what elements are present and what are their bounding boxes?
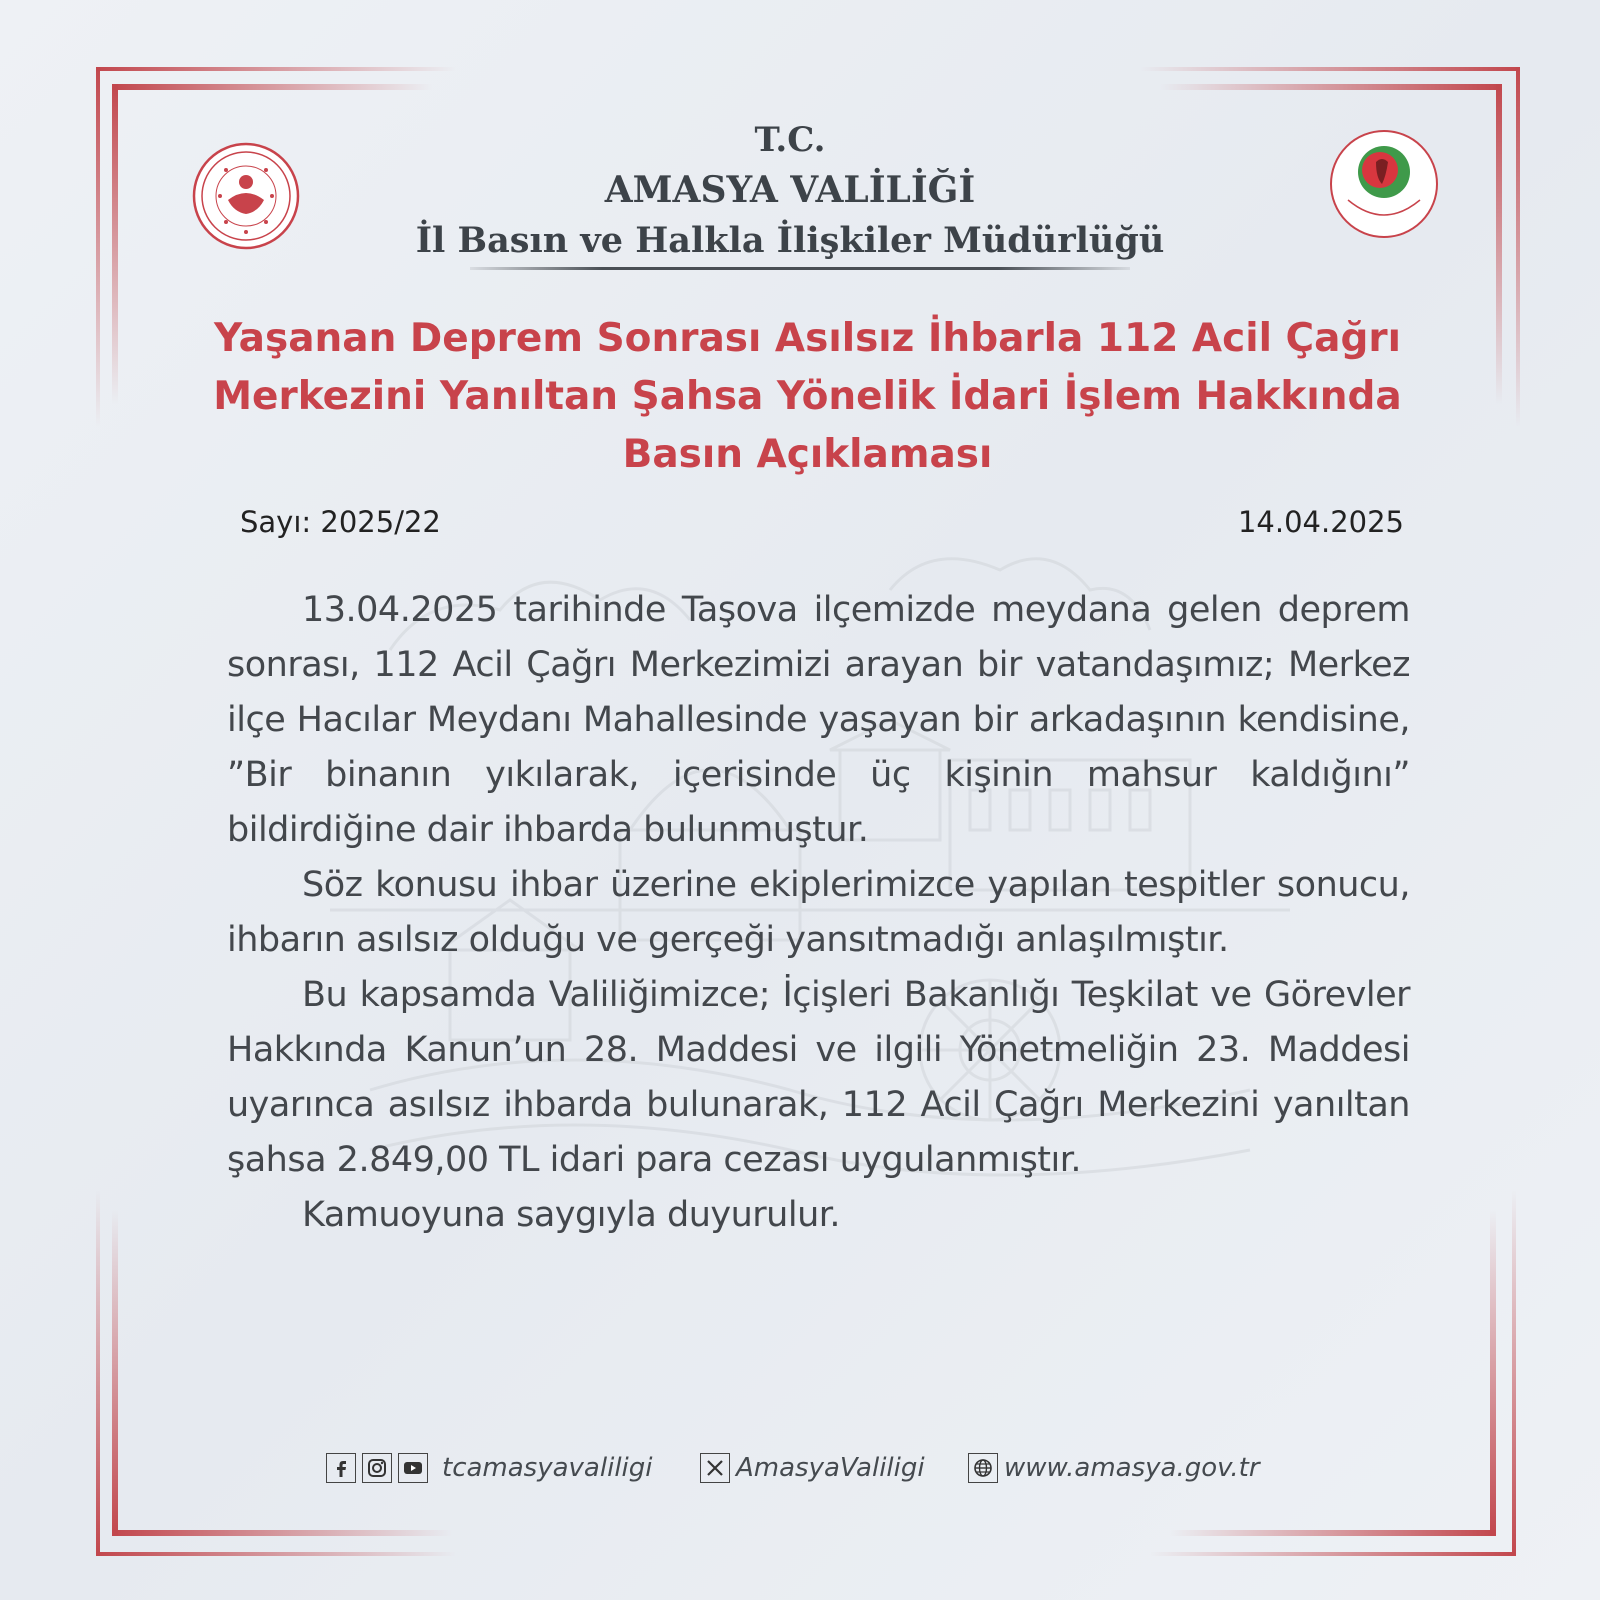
footer-social-links: [326, 1448, 1286, 1488]
title-line-2: Merkezini Yanıltan Şahsa Yönelik İdari İşlem Hakkında: [213, 374, 1402, 419]
facebook-icon[interactable]: [326, 1453, 356, 1483]
header-tc: T.C.: [754, 120, 826, 160]
press-release-title: [200, 310, 1415, 484]
footer-x-group: [700, 1448, 925, 1488]
x-icon[interactable]: [700, 1453, 730, 1483]
instagram-icon[interactable]: [362, 1453, 392, 1483]
body-paragraph-3: Bu kapsamda Valiliğimizce; İçişleri Bakanlığı Teşkilat ve Görevler Hakkında Kanun’un 28. Maddesi ve ilgili Yönetmeliğin 23. Maddesi uyarınca asılsız ihbarda bulunarak, 112 Acil Çağrı Merkezini yanıltan şahsa 2.849,00 TL idari para cezası uygulanmıştır.: [227, 975, 1410, 1180]
document-number: Sayı: 2025/22: [240, 505, 441, 539]
header-divider: [470, 267, 1130, 270]
body-paragraph-1: 13.04.2025 tarihinde Taşova ilçemizde meydana gelen deprem sonrası, 112 Acil Çağrı Merkezimizi arayan bir vatandaşımız; Merkez ilçe Hacılar Meydanı Mahallesinde yaşayan bir arkadaşının kendisine, ”Bir binanın yıkılarak, içerisinde üç kişinin mahsur kaldığını” bildirdiğine dair ihbarda bulunmuştur.: [227, 590, 1410, 850]
header-governorship: AMASYA VALİLİĞİ: [604, 169, 976, 211]
footer-social-group: [326, 1448, 653, 1488]
footer-website-group: [968, 1448, 1260, 1488]
x-handle[interactable]: AmasyaValiligi: [736, 1453, 925, 1483]
body-paragraph-2: Söz konusu ihbar üzerine ekiplerimizce yapılan tespitler sonucu, ihbarın asılsız olduğu ve gerçeği yansıtmadığı anlaşılmıştır.: [227, 865, 1410, 960]
header-directorate: İl Basın ve Halkla İlişkiler Müdürlüğü: [415, 220, 1165, 261]
title-line-3: Basın Açıklaması: [622, 432, 993, 477]
youtube-icon[interactable]: [398, 1453, 428, 1483]
title-line-1: Yaşanan Deprem Sonrası Asılsız İhbarla 112 Acil Çağrı: [214, 316, 1401, 361]
document-date: 14.04.2025: [1237, 505, 1404, 539]
header: [0, 115, 1580, 267]
globe-icon[interactable]: [968, 1453, 998, 1483]
website-link[interactable]: www.amasya.gov.tr: [1004, 1453, 1260, 1483]
body-paragraph-4: Kamuoyuna saygıyla duyurulur.: [302, 1195, 841, 1235]
social-handle[interactable]: tcamasyavaliligi: [442, 1453, 653, 1483]
press-release-body: [227, 583, 1410, 1243]
